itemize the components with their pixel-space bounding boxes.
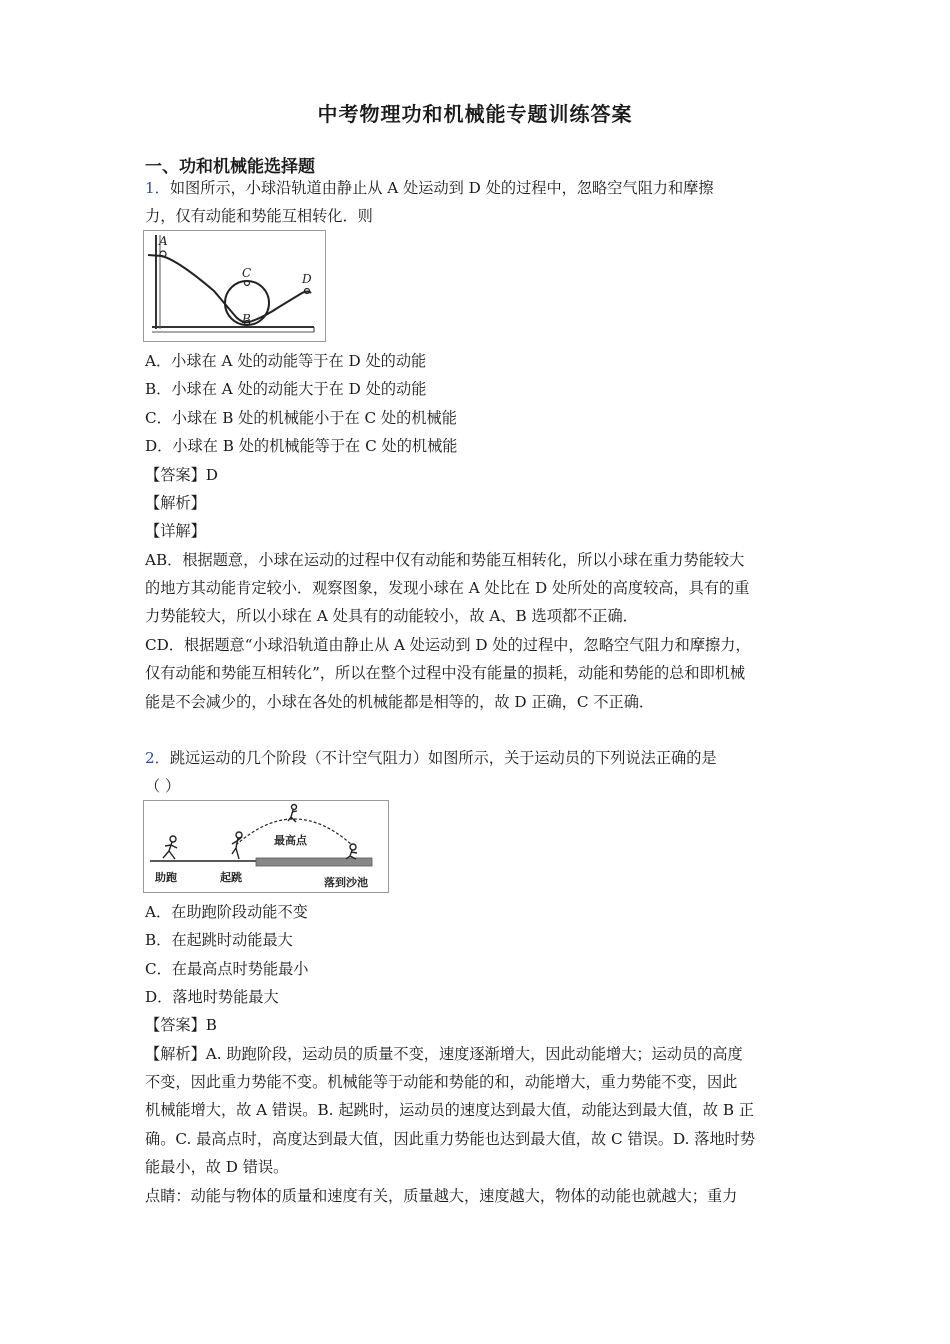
runner-figure <box>163 836 177 859</box>
q1-label-c: C <box>242 266 252 280</box>
page-title: 中考物理功和机械能专题训练答案 <box>317 102 633 126</box>
q1-detail-line: 的地方其动能肯定较小．观察图象，发现小球在 A 处比在 D 处所处的高度较高，具有的重 <box>145 579 750 597</box>
q1-label-d: D <box>302 272 312 286</box>
q2-label-land: 落到沙池 <box>324 876 368 889</box>
q2-option-d: D．落地时势能最大 <box>145 988 279 1006</box>
q2-analysis-line: 【解析】A. 助跑阶段，运动员的质量不变，速度逐渐增大，因此动能增大；运动员的高度 <box>145 1045 743 1063</box>
q1-detail-line: AB．根据题意，小球在运动的过程中仅有动能和势能互相转化，所以小球在重力势能较大 <box>145 551 745 569</box>
q2-analysis-line: 机械能增大，故 A 错误。B. 起跳时，运动员的速度达到最大值，动能达到最大值，故 B 正 <box>145 1101 755 1119</box>
q2-analysis-line: 确。C. 最高点时，高度达到最大值，因此重力势能也达到最大值，故 C 错误。D. 落地时势 <box>145 1130 756 1148</box>
q1-stem-text: 如图所示，小球沿轨道由静止从 A 处运动到 D 处的过程中，忽略空气阻力和摩擦 <box>169 179 714 197</box>
q2-stem-text: 跳远运动的几个阶段（不计空气阻力）如图所示，关于运动员的下列说法正确的是 <box>169 749 717 767</box>
q2-answer: 【答案】B <box>145 1016 217 1034</box>
q2-analysis-line: 能最小，故 D 错误。 <box>145 1158 289 1176</box>
q1-detail-label: 【详解】 <box>145 522 206 540</box>
q2-label-top: 最高点 <box>274 834 307 847</box>
q1-detail-line: 能是不会减少的，小球在各处的机械能都是相等的，故 D 正确，C 不正确． <box>145 693 655 711</box>
q1-option-a: A．小球在 A 处的动能等于在 D 处的动能 <box>145 352 427 370</box>
q1-detail-line: 仅有动能和势能互相转化”，所以在整个过程中没有能量的损耗，动能和势能的总和即机械 <box>145 664 746 682</box>
section-heading: 一、功和机械能选择题 <box>145 157 315 177</box>
q2-option-a: A．在助跑阶段动能不变 <box>145 903 308 921</box>
q1-label-a: A <box>159 234 168 248</box>
q1-label-b: B <box>242 312 251 326</box>
q1-option-c: C．小球在 B 处的机械能小于在 C 处的机械能 <box>145 409 457 427</box>
q1-answer: 【答案】D <box>145 466 218 484</box>
q1-track-figure <box>143 230 326 342</box>
q2-stem-line1 <box>145 748 717 768</box>
q2-number: 2． <box>145 749 170 767</box>
q1-stem-line2: 力，仅有动能和势能互相转化．则 <box>145 207 373 225</box>
q2-comment: 点睛：动能与物体的质量和速度有关，质量越大，速度越大，物体的动能也就越大；重力 <box>145 1187 738 1205</box>
q2-stem-line2: （ ） <box>145 777 181 795</box>
q1-number: 1． <box>145 179 170 197</box>
q1-detail-line: 力势能较大，所以小球在 A 处具有的动能较小，故 A、B 选项都不正确． <box>145 607 638 625</box>
q1-option-d: D．小球在 B 处的机械能等于在 C 处的机械能 <box>145 437 458 455</box>
jumper-takeoff-figure <box>232 832 242 859</box>
q1-detail-line: CD．根据题意“小球沿轨道由静止从 A 处运动到 D 处的过程中，忽略空气阻力和摩擦力， <box>145 636 751 654</box>
q2-long-jump-figure <box>143 800 389 893</box>
q2-option-c: C．在最高点时势能最小 <box>145 960 309 978</box>
q1-analysis-label: 【解析】 <box>145 494 206 512</box>
q2-option-b: B．在起跳时动能最大 <box>145 931 293 949</box>
q2-label-run: 助跑 <box>155 871 177 884</box>
q1-stem-line1 <box>145 178 714 198</box>
q2-analysis-line: 不变，因此重力势能不变。机械能等于动能和势能的和，动能增大，重力势能不变，因此 <box>145 1073 738 1091</box>
jumper-landing-figure <box>346 844 357 859</box>
q2-label-jump: 起跳 <box>220 871 242 884</box>
q1-option-b: B．小球在 A 处的动能大于在 D 处的动能 <box>145 380 427 398</box>
